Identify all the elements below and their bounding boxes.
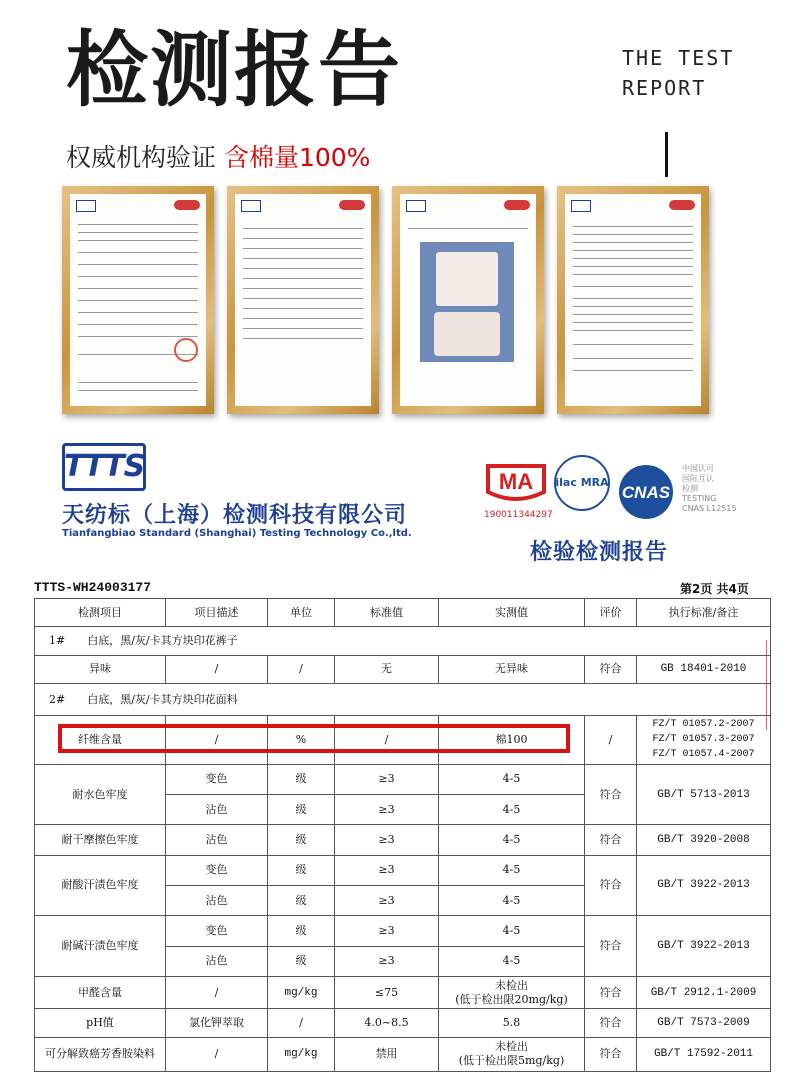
cell: 符合	[585, 855, 637, 916]
cell: /	[268, 655, 335, 683]
cell: 变色	[166, 916, 268, 946]
cell: 禁用	[335, 1037, 439, 1071]
cell: 变色	[166, 855, 268, 885]
result-line: (低于检出限20mg/kg)	[455, 992, 568, 1006]
cell: ≥3	[335, 825, 439, 855]
cell: 级	[268, 795, 335, 825]
cell: ≥3	[335, 764, 439, 794]
cell: 级	[268, 855, 335, 885]
report-frame-4	[557, 186, 709, 414]
cell	[637, 716, 771, 765]
cell: GB/T 7573-2009	[637, 1009, 771, 1037]
table-row	[35, 916, 771, 946]
cnas-mark-icon	[616, 462, 676, 522]
table-row	[35, 855, 771, 885]
cell: 无	[335, 655, 439, 683]
cell: 符合	[585, 825, 637, 855]
col-unit: 单位	[268, 599, 335, 627]
col-item: 检测项目	[35, 599, 166, 627]
cell: 符合	[585, 1009, 637, 1037]
svg-text:MA: MA	[498, 469, 534, 494]
report-frame-2	[227, 186, 379, 414]
cell: ≥3	[335, 795, 439, 825]
cell: 甲醛含量	[35, 976, 166, 1008]
cell: ≥3	[335, 946, 439, 976]
cell: 异味	[35, 655, 166, 683]
cell: 符合	[585, 1037, 637, 1071]
table-row	[35, 825, 771, 855]
section-2-label: 2# 白底，黑/灰/卡其方块印花面料	[35, 683, 771, 715]
norm-line: FZ/T 01057.3-2007	[652, 734, 755, 746]
cell: 符合	[585, 916, 637, 977]
cell: GB/T 17592-2011	[637, 1037, 771, 1071]
cell: 级	[268, 885, 335, 915]
cell: 4-5	[439, 795, 585, 825]
cell: GB/T 3920-2008	[637, 825, 771, 855]
table-row	[35, 1037, 771, 1071]
col-norm: 执行标准/备注	[637, 599, 771, 627]
cell: 4-5	[439, 916, 585, 946]
report-number: TTTS-WH24003177	[34, 580, 152, 595]
cell: /	[166, 976, 268, 1008]
cell: GB/T 3922-2013	[637, 916, 771, 977]
cell: 耐酸汗渍色牢度	[35, 855, 166, 916]
cell: 符合	[585, 976, 637, 1008]
cell: 级	[268, 916, 335, 946]
framed-reports	[62, 186, 720, 418]
highlight-box	[58, 724, 570, 753]
cell: ≥3	[335, 885, 439, 915]
result-line: 未检出	[495, 1040, 528, 1054]
col-desc: 项目描述	[166, 599, 268, 627]
table-row	[35, 764, 771, 794]
cell: 氯化钾萃取	[166, 1009, 268, 1037]
cell: 级	[268, 946, 335, 976]
cell: 变色	[166, 764, 268, 794]
cell: 棉100	[439, 716, 585, 765]
result-line: (低于检出限5mg/kg)	[458, 1054, 565, 1068]
cell: 符合	[585, 655, 637, 683]
cell: /	[268, 1009, 335, 1037]
cell	[439, 1037, 585, 1071]
cell: 纤维含量	[35, 716, 166, 765]
table-row	[35, 976, 771, 1008]
page-number: 第2页 共4页	[680, 582, 749, 596]
cell: GB/T 3922-2013	[637, 855, 771, 916]
cell: /	[585, 716, 637, 765]
col-std: 标准值	[335, 599, 439, 627]
company-name-en: Tianfangbiao Standard (Shanghai) Testing Technology Co.,ltd.	[62, 528, 412, 539]
table-row	[35, 655, 771, 683]
cell: 4-5	[439, 764, 585, 794]
ilac-mra-label: ilac MRA	[555, 476, 609, 489]
cell: 耐碱汗渍色牢度	[35, 916, 166, 977]
ttts-logo-text: TTTS	[63, 449, 145, 484]
norm-line: FZ/T 01057.4-2007	[652, 749, 755, 761]
cell	[439, 976, 585, 1008]
cnas-caption: 中国认可 国际互认 检测 TESTING CNAS L12515	[682, 464, 737, 513]
company-name-cn: 天纺标（上海）检测科技有限公司	[62, 503, 408, 528]
report-frame-1	[62, 186, 214, 414]
cell: GB 18401-2010	[637, 655, 771, 683]
svg-text:CNAS: CNAS	[621, 483, 671, 502]
section-1-label: 1# 白底，黑/灰/卡其方块印花裤子	[35, 627, 771, 655]
subtitle	[66, 138, 370, 174]
cell: 级	[268, 825, 335, 855]
cell: /	[335, 716, 439, 765]
cell: /	[166, 655, 268, 683]
cell: pH值	[35, 1009, 166, 1037]
garment-photo	[420, 242, 514, 362]
cell: ≥3	[335, 855, 439, 885]
col-eval: 评价	[585, 599, 637, 627]
cell: 5.8	[439, 1009, 585, 1037]
subtitle-highlight: 含棉量100%	[223, 143, 371, 172]
cell: 级	[268, 764, 335, 794]
cell: ≥3	[335, 916, 439, 946]
result-line: 未检出	[495, 978, 528, 992]
cell: 沾色	[166, 825, 268, 855]
section-row	[35, 683, 771, 715]
cell: ≤75	[335, 976, 439, 1008]
cell: 耐干摩擦色牢度	[35, 825, 166, 855]
cell: /	[166, 716, 268, 765]
cell: 沾色	[166, 946, 268, 976]
cell: 符合	[585, 764, 637, 825]
col-result: 实测值	[439, 599, 585, 627]
cell: 4-5	[439, 885, 585, 915]
cell: 4-5	[439, 855, 585, 885]
title-english: THE TEST REPORT	[622, 46, 735, 100]
cell: 4.0~8.5	[335, 1009, 439, 1037]
cma-number: 190011344297	[484, 510, 553, 520]
cell: %	[268, 716, 335, 765]
cma-mark-icon	[484, 462, 548, 504]
table-row	[35, 1009, 771, 1037]
subtitle-prefix: 权威机构验证	[66, 143, 217, 172]
table-header-row	[35, 599, 771, 627]
report-frame-3	[392, 186, 544, 414]
cell: GB/T 5713-2013	[637, 764, 771, 825]
norm-line: FZ/T 01057.2-2007	[652, 719, 755, 731]
divider-bar	[665, 132, 668, 177]
cell: mg/kg	[268, 976, 335, 1008]
cell: 耐水色牢度	[35, 764, 166, 825]
cell: 4-5	[439, 825, 585, 855]
section-row	[35, 627, 771, 655]
cell: mg/kg	[268, 1037, 335, 1071]
cell: GB/T 2912.1-2009	[637, 976, 771, 1008]
page-title: 检测报告	[66, 23, 403, 118]
cell: 4-5	[439, 946, 585, 976]
cell: /	[166, 1037, 268, 1071]
cell: 可分解致癌芳香胺染料	[35, 1037, 166, 1071]
cell: 沾色	[166, 795, 268, 825]
cell: 无异味	[439, 655, 585, 683]
test-results-table	[34, 598, 771, 1072]
inspection-report-title: 检验检测报告	[530, 540, 669, 565]
cell: 沾色	[166, 885, 268, 915]
